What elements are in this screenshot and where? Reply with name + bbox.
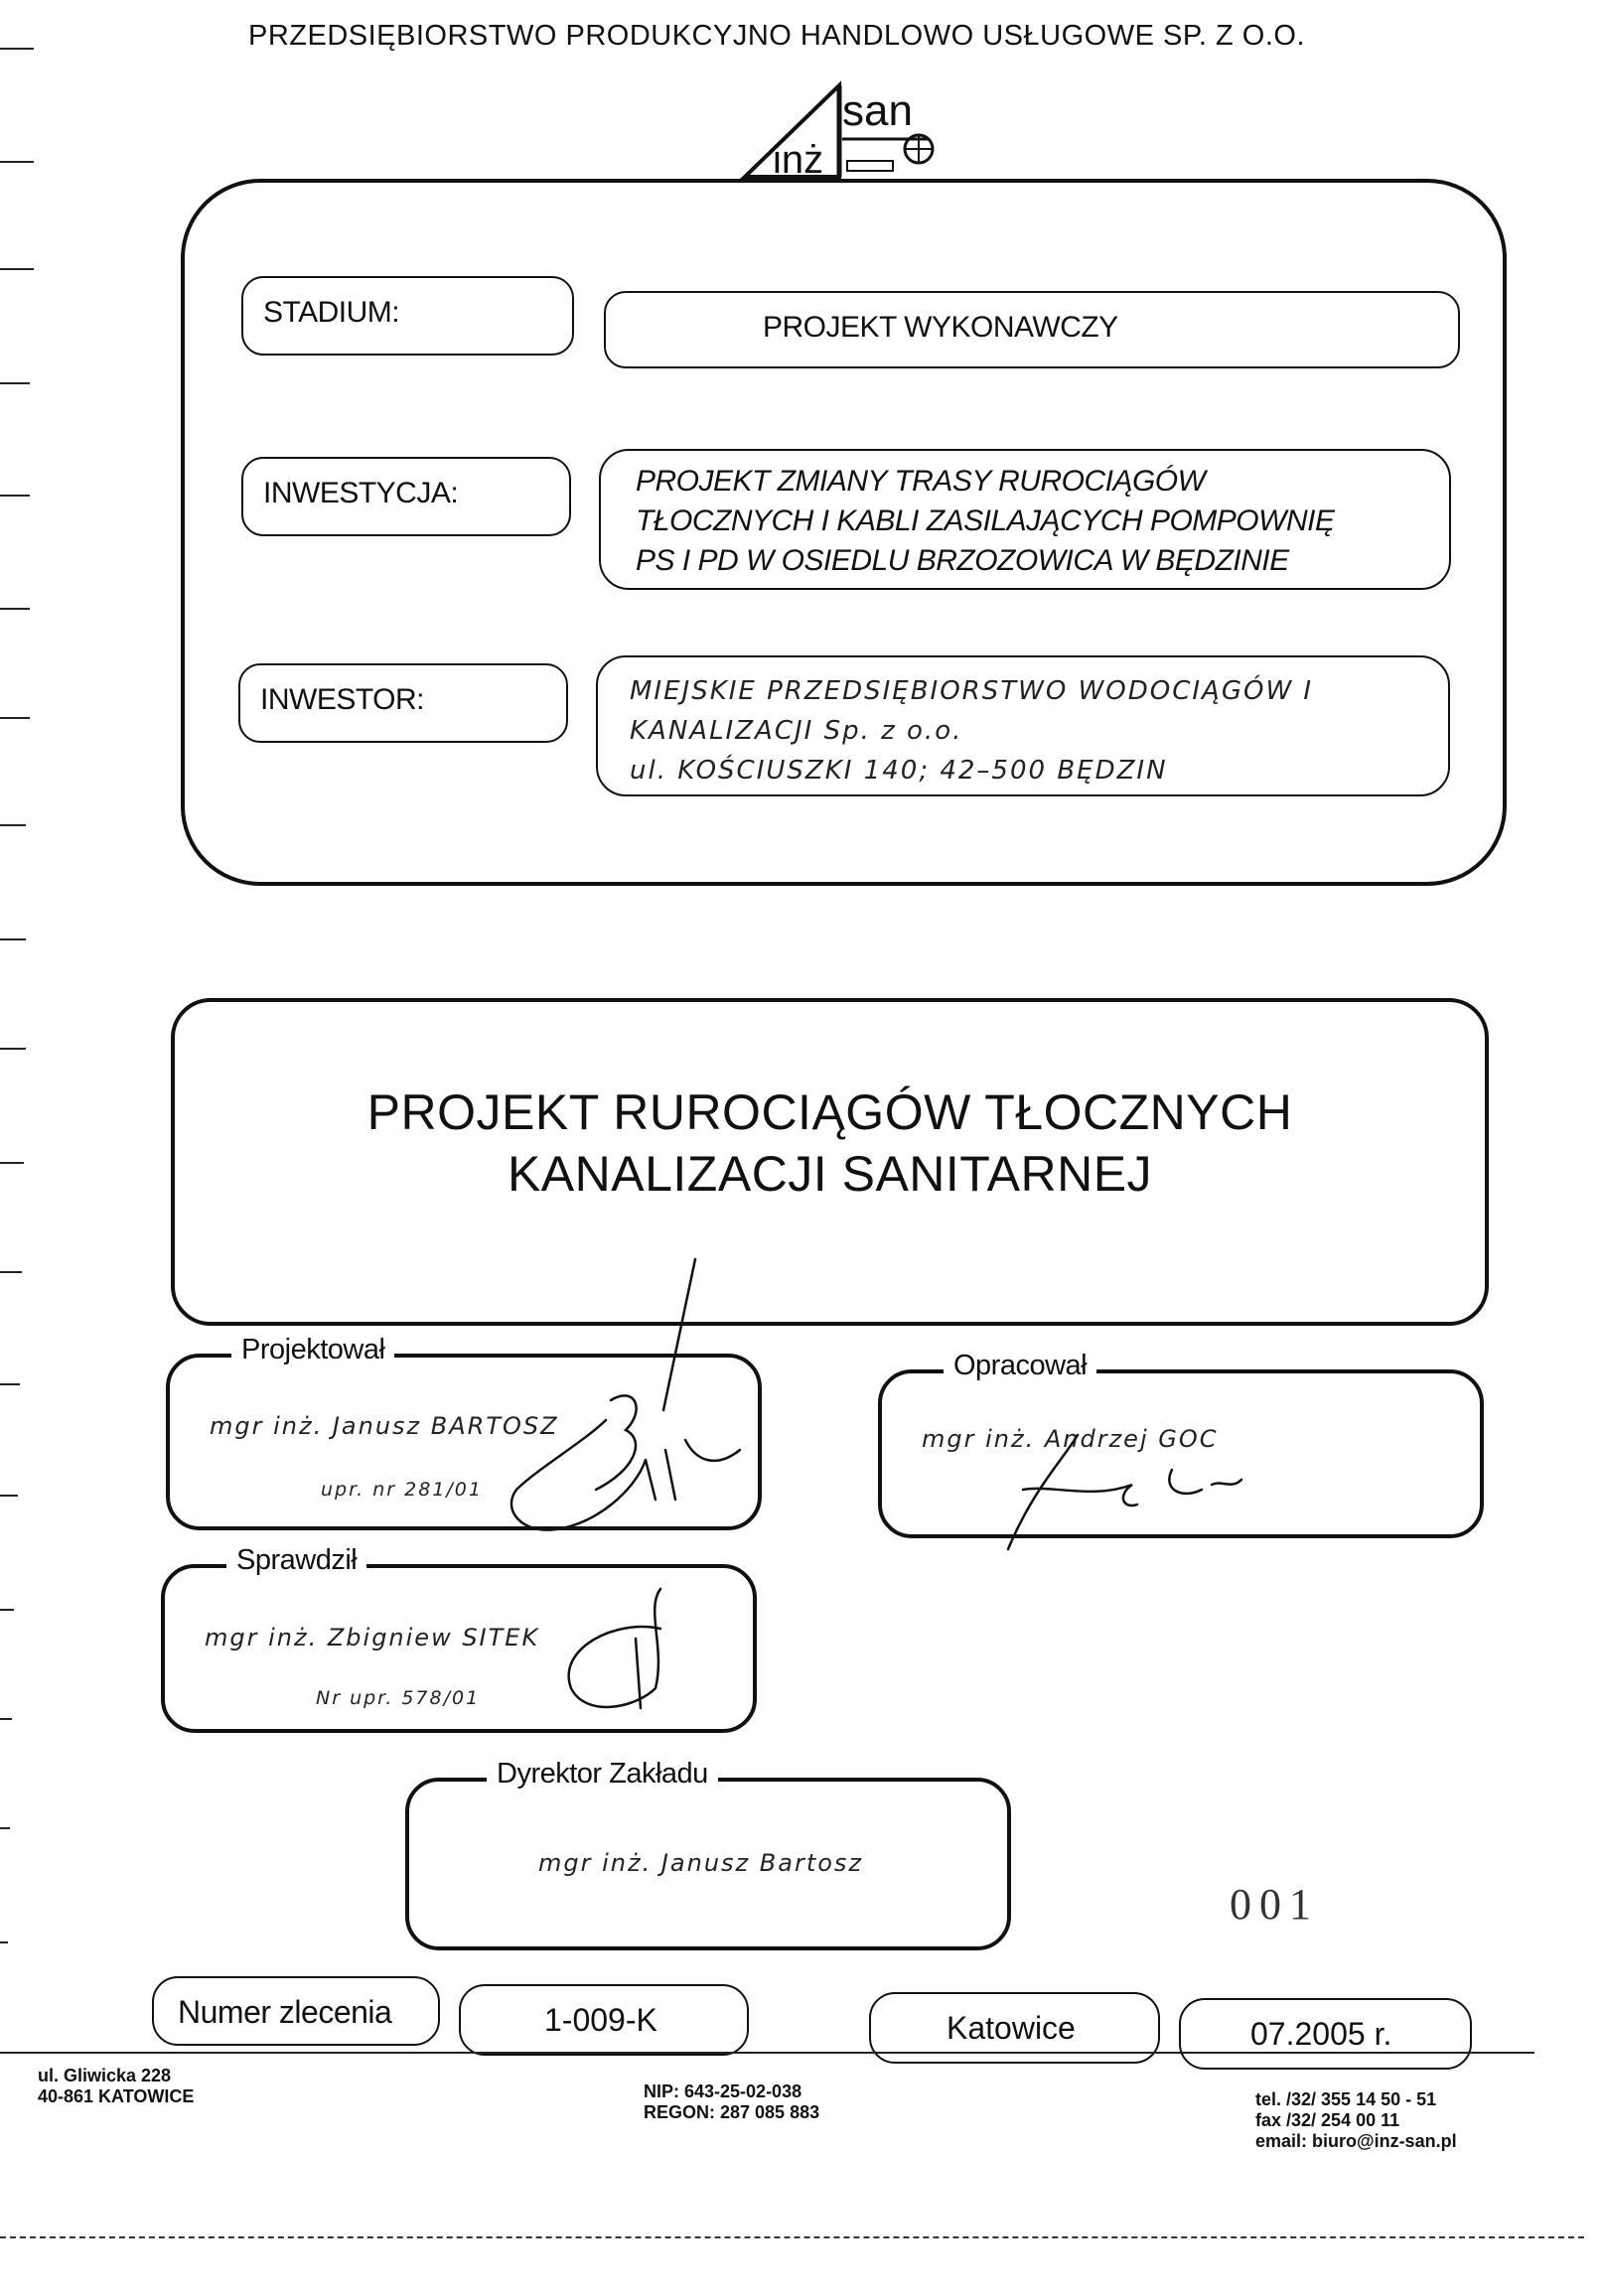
director-name: mgr inż. Janusz Bartosz	[538, 1849, 864, 1877]
investment-label: INWESTYCJA:	[263, 477, 459, 509]
stadium-label: STADIUM:	[263, 296, 400, 329]
designed-label: Projektował	[231, 1334, 394, 1366]
order-number: 1-009-K	[544, 2002, 657, 2038]
order-label: Numer zlecenia	[178, 1994, 392, 2030]
svg-text:san: san	[842, 86, 913, 135]
investor-line: KANALIZACJI Sp. z o.o.	[630, 716, 963, 746]
investor-line: MIEJSKIE PRZEDSIĘBIORSTWO WODOCIĄGÓW I	[630, 676, 1314, 706]
footer-ids-line: NIP: 643-25-02-038	[644, 2081, 802, 2101]
footer-address-line: 40-861 KATOWICE	[38, 2086, 195, 2106]
checked-name: mgr inż. Zbigniew SITEK	[205, 1624, 540, 1651]
page-number: 001	[1230, 1880, 1319, 1929]
signature-sitek	[569, 1589, 660, 1708]
checked-permit: Nr upr. 578/01	[316, 1687, 481, 1709]
order-city: Katowice	[947, 2010, 1076, 2046]
checked-label: Sprawdził	[226, 1544, 366, 1577]
prepared-name: mgr inż. Andrzej GOC	[922, 1425, 1219, 1453]
footer-ids	[644, 2081, 819, 2123]
signature-goc	[1008, 1435, 1241, 1549]
investment-line: TŁOCZNYCH I KABLI ZASILAJĄCYCH POMPOWNIĘ	[636, 504, 1335, 537]
order-label-box	[152, 1976, 440, 2046]
company-name: PRZEDSIĘBIORSTWO PRODUKCYJNO HANDLOWO USŁUGOWE SP. Z O.O.	[248, 20, 1306, 52]
designed-name: mgr inż. Janusz BARTOSZ	[210, 1412, 559, 1440]
footer-address-line: ul. Gliwicka 228	[38, 2066, 172, 2085]
footer-rule	[0, 2052, 1534, 2054]
prepared-label: Opracował	[944, 1350, 1096, 1382]
footer-contact-line: tel. /32/ 355 14 50 - 51	[1255, 2089, 1437, 2109]
order-date: 07.2005 r.	[1250, 2016, 1392, 2052]
footer-contact	[1255, 2089, 1457, 2152]
footer-address	[38, 2066, 194, 2107]
investor-line: ul. KOŚCIUSZKI 140; 42–500 BĘDZIN	[630, 756, 1168, 786]
order-number-box	[459, 1984, 749, 2056]
footer-contact-line: fax /32/ 254 00 11	[1255, 2110, 1400, 2130]
investor-label: INWESTOR:	[260, 683, 424, 716]
svg-text:inż: inż	[773, 138, 824, 182]
footer-ids-line: REGON: 287 085 883	[644, 2102, 820, 2122]
project-title-line: KANALIZACJI SANITARNEJ	[507, 1146, 1153, 1202]
order-date-box	[1179, 1998, 1472, 2070]
investment-line: PS I PD W OSIEDLU BRZOZOWICA W BĘDZINIE	[636, 544, 1289, 577]
investment-line: PROJEKT ZMIANY TRASY RUROCIĄGÓW	[636, 465, 1206, 498]
project-title-line: PROJEKT RUROCIĄGÓW TŁOCZNYCH	[366, 1084, 1293, 1140]
bottom-dashed-line	[0, 2236, 1584, 2238]
stadium-value: PROJEKT WYKONAWCZY	[763, 311, 1118, 344]
signature-bartosz	[511, 1259, 740, 1530]
director-label: Dyrektor Zakładu	[487, 1758, 718, 1791]
designed-permit: upr. nr 281/01	[321, 1479, 483, 1501]
footer-contact-line: email: biuro@inz-san.pl	[1255, 2131, 1457, 2151]
